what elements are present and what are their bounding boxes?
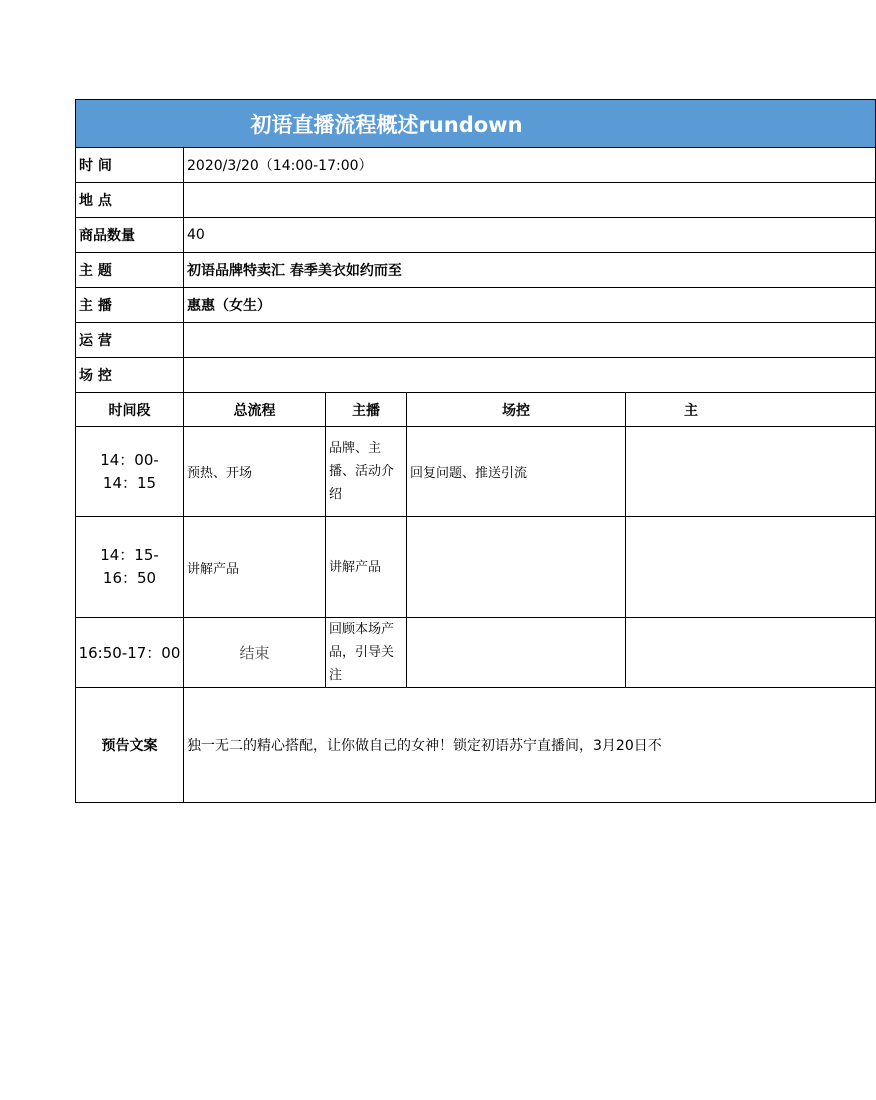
rundown-table (75, 99, 876, 803)
sheet-title-text: 初语直播流程概述rundown (250, 112, 523, 137)
schedule-row (76, 427, 876, 517)
info-label-operations[interactable]: 运 营 (76, 323, 184, 358)
schedule-time[interactable]: 16:50-17：00 (76, 618, 184, 688)
sheet-title[interactable] (76, 100, 876, 148)
schedule-extra[interactable] (626, 517, 876, 618)
info-value-location[interactable] (184, 183, 876, 218)
preview-text[interactable]: 独一无二的精心搭配，让你做自己的女神！锁定初语苏宁直播间，3月20日不 (184, 688, 876, 803)
schedule-time[interactable]: 14：00-14：15 (76, 427, 184, 517)
info-row-product-count (76, 218, 876, 253)
info-label-time[interactable]: 时 间 (76, 148, 184, 183)
schedule-time[interactable]: 14：15-16：50 (76, 517, 184, 618)
schedule-host[interactable]: 回顾本场产品，引导关注 (326, 618, 407, 688)
schedule-row (76, 517, 876, 618)
info-row-time (76, 148, 876, 183)
info-value-field-control[interactable] (184, 358, 876, 393)
info-label-product-count[interactable]: 商品数量 (76, 218, 184, 253)
info-row-location (76, 183, 876, 218)
schedule-header-row (76, 393, 876, 427)
schedule-process[interactable]: 结束 (184, 618, 326, 688)
schedule-row (76, 618, 876, 688)
info-row-theme (76, 253, 876, 288)
title-row (76, 100, 876, 148)
header-time-slot[interactable]: 时间段 (76, 393, 184, 427)
info-value-product-count[interactable]: 40 (184, 218, 876, 253)
schedule-extra[interactable] (626, 618, 876, 688)
header-truncated[interactable]: 主 (626, 393, 876, 427)
schedule-control[interactable]: 回复问题、推送引流 (407, 427, 626, 517)
schedule-extra[interactable] (626, 427, 876, 517)
info-row-host (76, 288, 876, 323)
schedule-process[interactable]: 讲解产品 (184, 517, 326, 618)
header-host[interactable]: 主播 (326, 393, 407, 427)
spreadsheet-table-container (75, 99, 696, 803)
schedule-process[interactable]: 预热、开场 (184, 427, 326, 517)
info-label-location[interactable]: 地 点 (76, 183, 184, 218)
info-row-field-control (76, 358, 876, 393)
info-value-time[interactable]: 2020/3/20（14:00-17:00） (184, 148, 876, 183)
schedule-host[interactable]: 品牌、主播、活动介绍 (326, 427, 407, 517)
header-overall-process[interactable]: 总流程 (184, 393, 326, 427)
info-row-operations (76, 323, 876, 358)
schedule-host[interactable]: 讲解产品 (326, 517, 407, 618)
header-field-control[interactable]: 场控 (407, 393, 626, 427)
info-value-host[interactable]: 惠惠（女生） (184, 288, 876, 323)
schedule-control[interactable] (407, 618, 626, 688)
info-label-theme[interactable]: 主 题 (76, 253, 184, 288)
info-value-operations[interactable] (184, 323, 876, 358)
preview-label[interactable]: 预告文案 (76, 688, 184, 803)
preview-row (76, 688, 876, 803)
info-label-field-control[interactable]: 场 控 (76, 358, 184, 393)
info-label-host[interactable]: 主 播 (76, 288, 184, 323)
info-value-theme[interactable]: 初语品牌特卖汇 春季美衣如约而至 (184, 253, 876, 288)
schedule-control[interactable] (407, 517, 626, 618)
